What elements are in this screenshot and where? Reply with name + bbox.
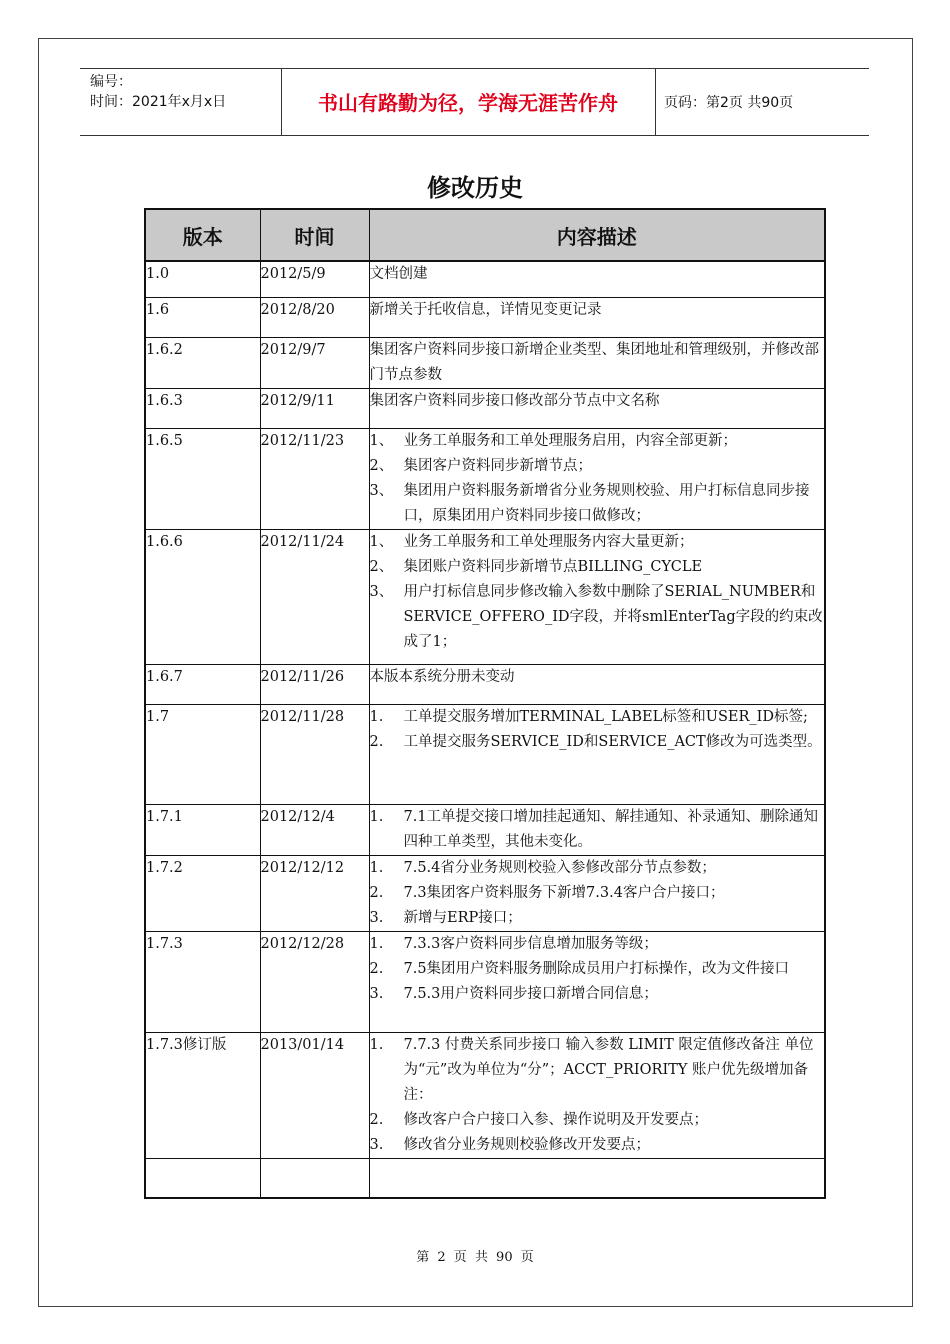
item-number: 3、 bbox=[369, 482, 394, 499]
item-number: 1. bbox=[369, 935, 384, 952]
description-item bbox=[370, 805, 825, 855]
document-time: 时间：2021年x月x日 bbox=[90, 94, 227, 110]
description-cell bbox=[369, 1032, 825, 1158]
date-cell: 2012/11/23 bbox=[260, 428, 369, 529]
description-item bbox=[370, 530, 825, 555]
date-cell: 2012/11/24 bbox=[260, 529, 369, 664]
item-text: 7.5.4省分业务规则校验入参修改部分节点参数； bbox=[403, 859, 716, 876]
item-number: 2. bbox=[369, 960, 384, 977]
description-cell bbox=[369, 428, 825, 529]
description-item bbox=[370, 580, 825, 655]
item-text: 新增关于托收信息，详情见变更记录 bbox=[369, 301, 602, 318]
description-cell bbox=[369, 804, 825, 855]
table-header-row bbox=[145, 209, 825, 261]
date-cell: 2012/11/28 bbox=[260, 704, 369, 804]
version-cell: 1.6.3 bbox=[145, 388, 260, 428]
item-text: 工单提交服务SERVICE_ID和SERVICE_ACT修改为可选类型。 bbox=[403, 733, 822, 750]
document-number-label: 编号： bbox=[90, 74, 132, 90]
table-row bbox=[145, 1032, 825, 1158]
description-cell bbox=[369, 337, 825, 388]
table-row bbox=[145, 1158, 825, 1198]
item-number: 3、 bbox=[369, 583, 394, 600]
description-item bbox=[370, 479, 825, 529]
version-cell: 1.6.6 bbox=[145, 529, 260, 664]
item-number: 1. bbox=[369, 859, 384, 876]
item-number: 2、 bbox=[369, 558, 394, 575]
header-rule-bottom bbox=[80, 135, 869, 136]
date-cell: 2012/11/26 bbox=[260, 664, 369, 704]
item-number: 1. bbox=[369, 808, 384, 825]
description-item bbox=[370, 906, 825, 931]
description-item bbox=[370, 1108, 825, 1133]
description-item bbox=[370, 429, 825, 454]
version-cell: 1.0 bbox=[145, 261, 260, 297]
table-row bbox=[145, 388, 825, 428]
item-text: 7.5集团用户资料服务删除成员用户打标操作，改为文件接口 bbox=[403, 960, 790, 977]
version-cell: 1.7.1 bbox=[145, 804, 260, 855]
item-number: 3. bbox=[369, 909, 384, 926]
item-number: 3. bbox=[369, 1136, 384, 1153]
description-item bbox=[370, 881, 825, 906]
item-text: 7.3.3客户资料同步信息增加服务等级； bbox=[403, 935, 658, 952]
version-cell: 1.7.3修订版 bbox=[145, 1032, 260, 1158]
description-item bbox=[370, 932, 825, 957]
description-item bbox=[370, 389, 825, 414]
date-cell: 2012/12/4 bbox=[260, 804, 369, 855]
header-page-info: 页码：第2页 共90页 bbox=[664, 95, 794, 111]
table-row bbox=[145, 297, 825, 337]
header-divider bbox=[655, 68, 656, 135]
version-cell: 1.7 bbox=[145, 704, 260, 804]
date-cell: 2012/5/9 bbox=[260, 261, 369, 297]
item-text: 新增与ERP接口； bbox=[403, 909, 522, 926]
description-item bbox=[370, 665, 825, 690]
description-item bbox=[370, 705, 825, 730]
item-number: 3. bbox=[369, 985, 384, 1002]
description-cell bbox=[369, 855, 825, 931]
table-row bbox=[145, 664, 825, 704]
revision-history-table bbox=[144, 208, 826, 1199]
description-item bbox=[370, 957, 825, 982]
description-item bbox=[370, 555, 825, 580]
item-text: 7.5.3用户资料同步接口新增合同信息； bbox=[403, 985, 658, 1002]
description-item bbox=[370, 982, 825, 1007]
description-item bbox=[370, 1033, 825, 1108]
item-text: 集团客户资料同步接口新增企业类型、集团地址和管理级别，并修改部门节点参数 bbox=[369, 341, 819, 383]
item-text: 7.7.3 付费关系同步接口 输入参数 LIMIT 限定值修改备注 单位为“元”改为单位为“分”；ACCT_PRIORITY 账户优先级增加备注： bbox=[403, 1036, 814, 1103]
description-item bbox=[370, 856, 825, 881]
description-item bbox=[370, 338, 825, 388]
table-row bbox=[145, 855, 825, 931]
item-text: 7.3集团客户资料服务下新增7.3.4客户合户接口； bbox=[403, 884, 725, 901]
item-number: 2. bbox=[369, 1111, 384, 1128]
item-text: 集团账户资料同步新增节点BILLING_CYCLE bbox=[403, 558, 703, 575]
table-row bbox=[145, 931, 825, 1032]
column-header-version: 版本 bbox=[145, 209, 260, 261]
description-item bbox=[370, 298, 825, 323]
item-number: 2. bbox=[369, 884, 384, 901]
date-cell: 2013/01/14 bbox=[260, 1032, 369, 1158]
description-cell bbox=[369, 704, 825, 804]
item-text: 本版本系统分册未变动 bbox=[369, 668, 515, 685]
item-number: 1、 bbox=[369, 432, 394, 449]
version-cell: 1.7.2 bbox=[145, 855, 260, 931]
item-number: 1、 bbox=[369, 533, 394, 550]
item-text: 工单提交服务增加TERMINAL_LABEL标签和USER_ID标签; bbox=[403, 708, 808, 725]
description-cell bbox=[369, 261, 825, 297]
date-cell bbox=[260, 1158, 369, 1198]
version-cell: 1.6 bbox=[145, 297, 260, 337]
item-text: 7.1工单提交接口增加挂起通知、解挂通知、补录通知、删除通知四种工单类型，其他未变化。 bbox=[403, 808, 819, 850]
description-item bbox=[370, 1133, 825, 1158]
version-cell bbox=[145, 1158, 260, 1198]
version-cell: 1.7.3 bbox=[145, 931, 260, 1032]
table-row bbox=[145, 428, 825, 529]
item-text: 业务工单服务和工单处理服务启用，内容全部更新； bbox=[403, 432, 737, 449]
header-left bbox=[90, 72, 226, 112]
item-text: 文档创建 bbox=[369, 266, 428, 282]
item-text: 集团用户资料服务新增省分业务规则校验、用户打标信息同步接口，原集团用户资料同步接口做修改； bbox=[403, 482, 810, 524]
description-cell bbox=[369, 931, 825, 1032]
item-number: 2、 bbox=[369, 457, 394, 474]
date-cell: 2012/12/28 bbox=[260, 931, 369, 1032]
table-row bbox=[145, 804, 825, 855]
description-cell bbox=[369, 388, 825, 428]
table-row bbox=[145, 337, 825, 388]
date-cell: 2012/8/20 bbox=[260, 297, 369, 337]
page-title: 修改历史 bbox=[427, 174, 523, 202]
version-cell: 1.6.2 bbox=[145, 337, 260, 388]
item-text: 集团客户资料同步接口修改部分节点中文名称 bbox=[369, 392, 660, 409]
description-cell bbox=[369, 1158, 825, 1198]
description-item bbox=[370, 454, 825, 479]
version-cell: 1.6.7 bbox=[145, 664, 260, 704]
date-cell: 2012/9/11 bbox=[260, 388, 369, 428]
column-header-date: 时间 bbox=[260, 209, 369, 261]
item-number: 2. bbox=[369, 733, 384, 750]
description-cell bbox=[369, 529, 825, 664]
version-cell: 1.6.5 bbox=[145, 428, 260, 529]
item-text: 集团客户资料同步新增节点； bbox=[403, 457, 592, 474]
item-text: 业务工单服务和工单处理服务内容大量更新； bbox=[403, 533, 694, 550]
page-footer: 第 2 页 共 90 页 bbox=[416, 1250, 534, 1265]
description-item bbox=[370, 730, 825, 755]
description-cell bbox=[369, 664, 825, 704]
description-cell bbox=[369, 297, 825, 337]
description-item bbox=[370, 262, 825, 287]
item-text: 修改省分业务规则校验修改开发要点； bbox=[403, 1136, 650, 1153]
item-text: 用户打标信息同步修改输入参数中删除了SERIAL_NUMBER和SERVICE_OFFERO_ID字段，并将smlEnterTag字段的约束改成了1； bbox=[403, 583, 823, 650]
table-row bbox=[145, 261, 825, 297]
table-row bbox=[145, 704, 825, 804]
item-number: 1. bbox=[369, 1036, 384, 1053]
date-cell: 2012/9/7 bbox=[260, 337, 369, 388]
table-row bbox=[145, 529, 825, 664]
item-number: 1. bbox=[369, 708, 384, 725]
date-cell: 2012/12/12 bbox=[260, 855, 369, 931]
column-header-description: 内容描述 bbox=[369, 209, 825, 261]
item-text: 修改客户合户接口入参、操作说明及开发要点； bbox=[403, 1111, 708, 1128]
header-motto: 书山有路勤为径，学海无涯苦作舟 bbox=[318, 91, 618, 115]
